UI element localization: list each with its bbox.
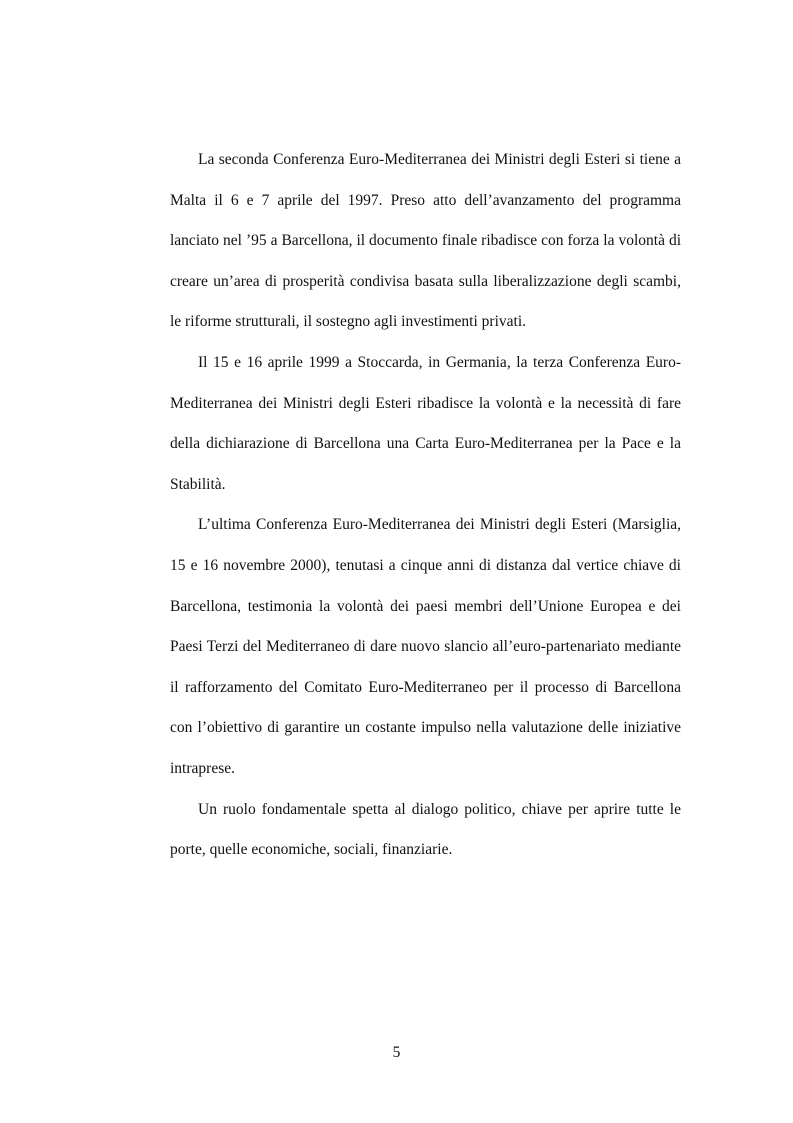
paragraph-stuttgart-conference: Il 15 e 16 aprile 1999 a Stoccarda, in Germania, la terza Conferenza Euro-Mediterranea dei Ministri degli Esteri ribadisce la volontà e la necessità di fare della dichiarazione di Barcellona una Carta Euro-Mediterranea per la Pace e la Stabilità. bbox=[170, 353, 681, 493]
page-number: 5 bbox=[392, 1044, 401, 1061]
paragraph-malta-conference: La seconda Conferenza Euro-Mediterranea dei Ministri degli Esteri si tiene a Malta il 6 e 7 aprile del 1997. Preso atto dell’avanzamento del programma lanciato nel ’95 a Barcellona, il documento finale ribadisce con forza la volontà di creare un’area di prosperità condivisa basata sulla liberalizzazione degli scambi, le riforme strutturali, il sostegno agli investimenti privati. bbox=[170, 151, 681, 331]
paragraph-marseille-conference: L’ultima Conferenza Euro-Mediterranea dei Ministri degli Esteri (Marsiglia, 15 e 16 novembre 2000), tenutasi a cinque anni di distanza dal vertice chiave di Barcellona, testimonia la volontà dei paesi membri dell’Unione Europea e dei Paesi Terzi del Mediterraneo di dare nuovo slancio all’euro-partenariato mediante il rafforzamento del Comitato Euro-Mediterraneo per il processo di Barcellona con l’obiettivo di garantire un costante impulso nella valutazione delle iniziative intraprese. bbox=[170, 516, 681, 777]
body-text bbox=[170, 140, 681, 871]
paragraph-political-dialogue: Un ruolo fondamentale spetta al dialogo politico, chiave per aprire tutte le porte, quelle economiche, sociali, finanziarie. bbox=[170, 800, 681, 859]
